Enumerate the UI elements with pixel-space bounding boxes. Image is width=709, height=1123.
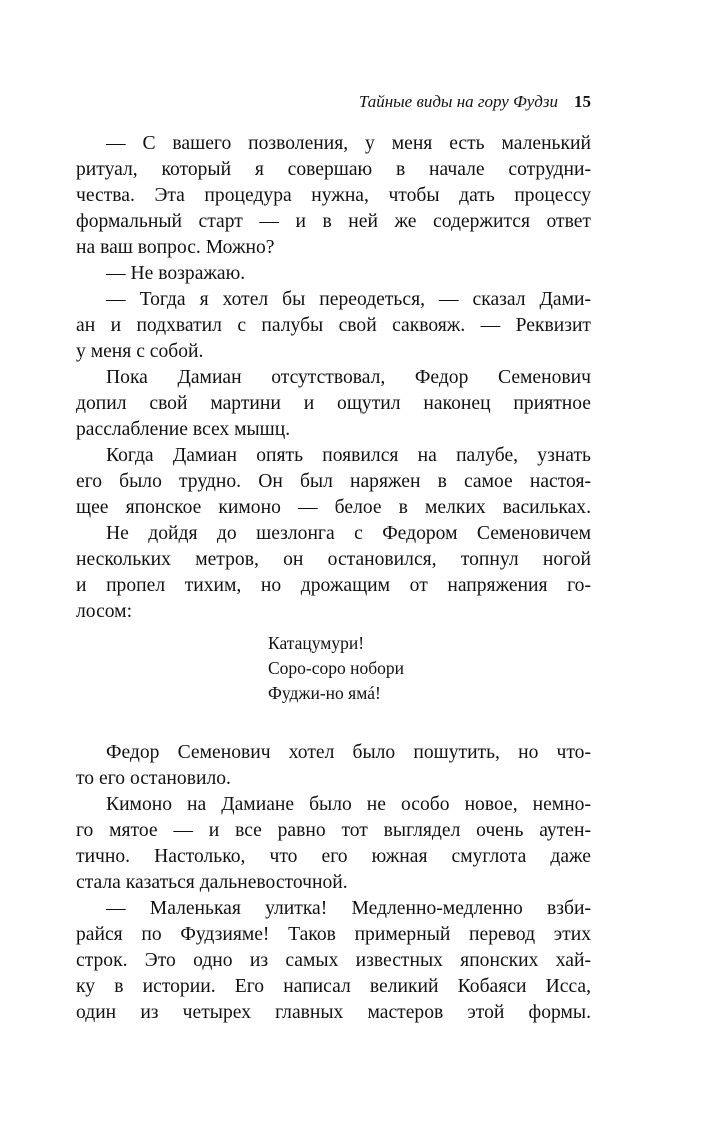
text-line: лосом: [76,601,133,622]
text-line: и пропел тихим, но дрожащим от напряжения го- [76,575,591,596]
text-line: райся по Фудзияме! Таков примерный перевод этих [76,924,591,945]
page-number: 15 [574,92,591,111]
text-line: — С вашего позволения, у меня есть маленький [106,133,591,154]
text-line: Кимоно на Дамиане было не особо новое, немно- [106,794,591,815]
haiku-verse [76,631,591,706]
text-line: строк. Это одно из самых известных японских хай- [76,950,591,971]
text-line: то его остановило. [76,768,231,789]
text-line: расслабление всех мышц. [76,419,291,440]
running-title: Тайные виды на гору Фудзи [358,92,558,111]
text-line: тично. Настолько, что его южная смуглота даже [76,846,591,867]
text-line: ан и подхватил с палубы свой саквояж. — Реквизит [76,315,591,336]
text-line: один из четырех главных мастеров этой формы. [76,1002,591,1023]
text-line: на ваш вопрос. Можно? [76,237,275,258]
verse-line: Соро-соро нобори [268,658,405,678]
text-line: его было трудно. Он был наряжен в самое настоя- [76,471,591,492]
text-line: чества. Эта процедура нужна, чтобы дать процессу [76,185,591,206]
text-line: формальный старт — и в ней же содержится ответ [76,211,591,232]
running-header [76,92,591,112]
text-line: нескольких метров, он остановился, топнул ногой [76,549,591,570]
text-line: допил свой мартини и ощутил наконец приятное [76,393,591,414]
text-line: щее японское кимоно — белое в мелких васильках. [76,497,591,518]
text-line: ку в истории. Его написал великий Кобаяси Исса, [76,976,591,997]
text-line: Федор Семенович хотел было пошутить, но что- [106,742,591,763]
text-line: у меня с собой. [76,341,204,362]
text-line: Не дойдя до шезлонга с Федором Семеновичем [106,523,591,544]
text-line: Когда Дамиан опять появился на палубе, узнать [106,445,591,466]
text-line: — Маленькая улитка! Медленно-медленно взби- [106,898,591,919]
text-line: — Не возражаю. [106,263,246,284]
text-line: ритуал, который я совершаю в начале сотрудни- [76,159,591,180]
text-line: го мятое — и все равно тот выглядел очень аутен- [76,820,591,841]
verse-line: Фуджи-но ямá! [268,683,381,703]
text-line: Пока Дамиан отсутствовал, Федор Семенович [106,367,591,388]
main-text [76,131,591,1026]
verse-line: Катацумури! [268,633,365,653]
text-line: — Тогда я хотел бы переодеться, — сказал Дами- [106,289,591,310]
text-after-verse [76,740,591,1026]
text-line: стала казаться дальневосточной. [76,872,348,893]
